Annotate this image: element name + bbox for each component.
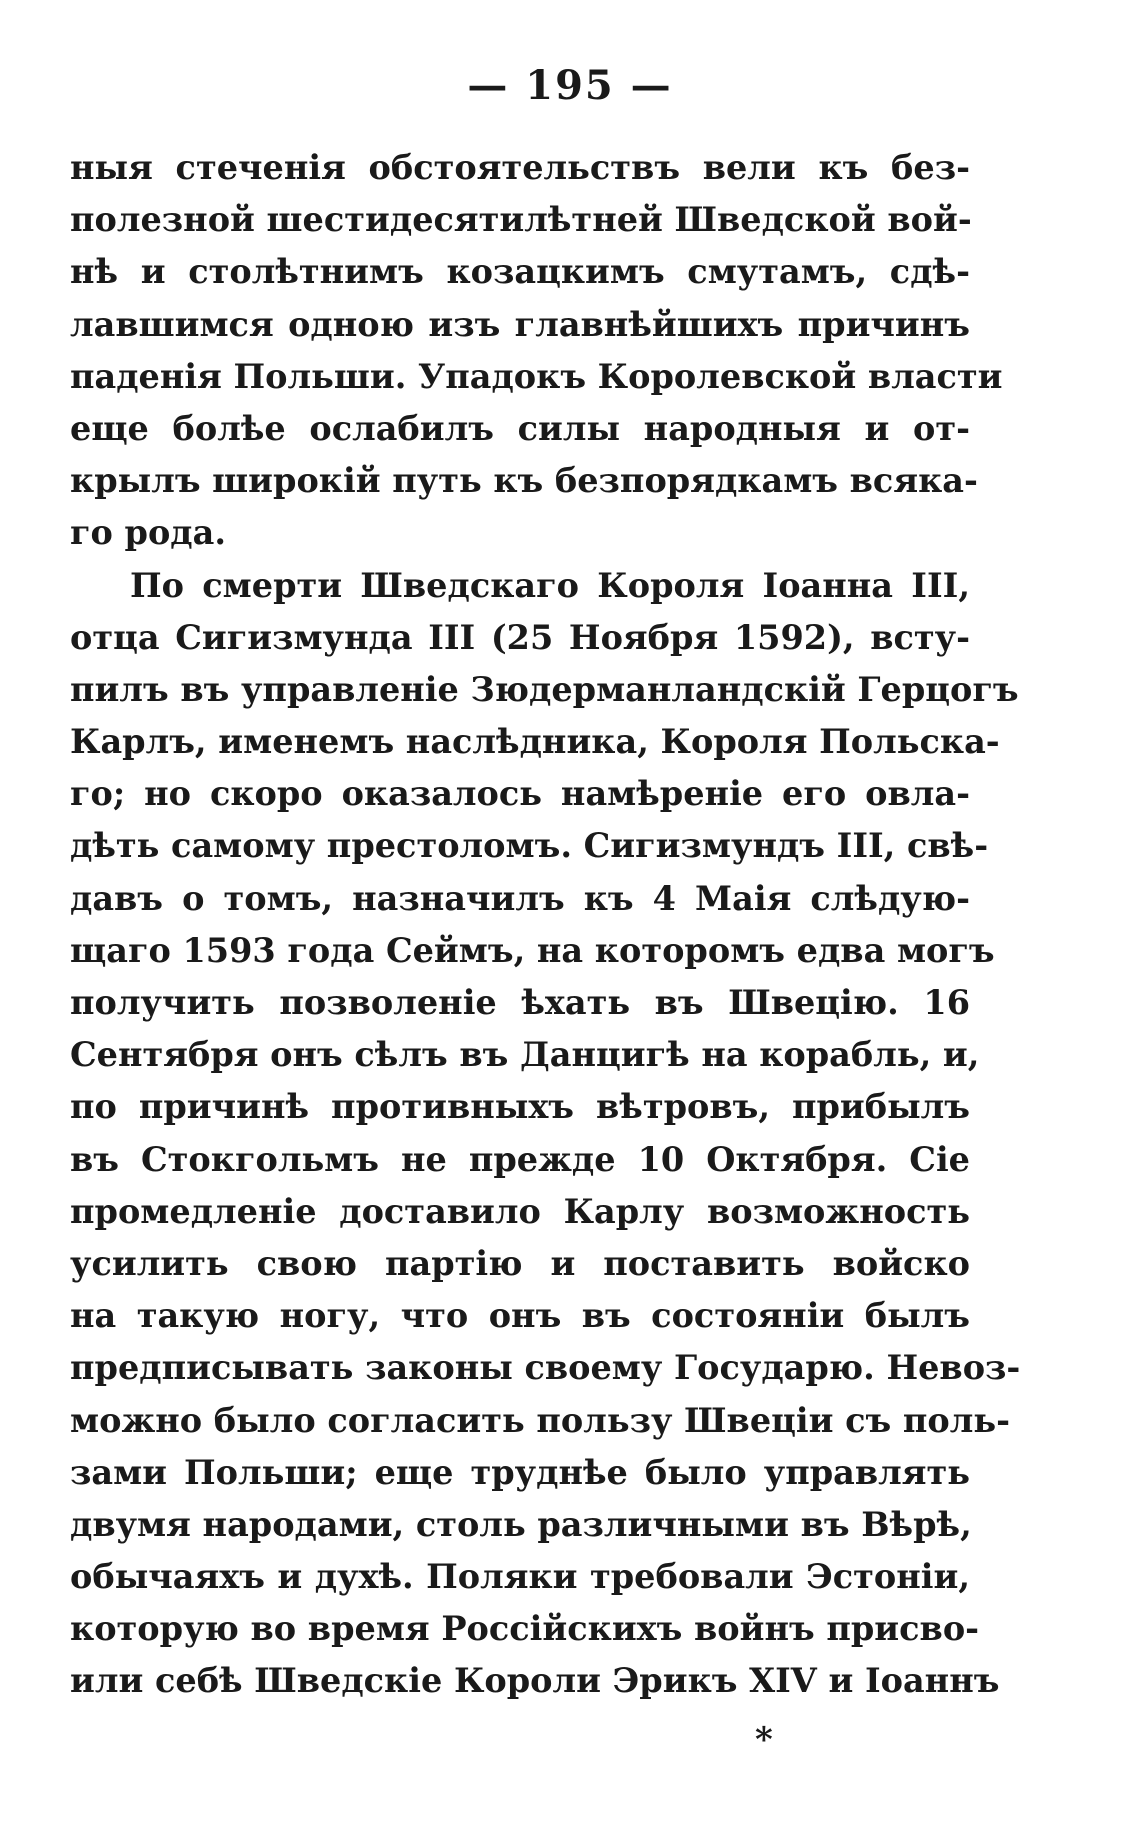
text-line-14: дѣть самому престоломъ. Сигизмундъ III, свѣ- — [70, 826, 989, 866]
text-line-5: паденія Польши. Упадокъ Королевской власти — [70, 356, 1003, 396]
text-line-26: зами Польши; еще труднѣе было управлять — [70, 1452, 970, 1492]
text-line-30: или себѣ Шведскіе Короли Эрикъ XIV и Іоаннъ — [70, 1661, 1000, 1701]
text-line-27: двумя народами, столь различными въ Вѣрѣ, — [70, 1504, 972, 1544]
text-line-2: полезной шестидесятилѣтней Шведской вой- — [70, 200, 972, 240]
text-line-6: еще болѣе ослабилъ силы народныя и от- — [70, 408, 970, 448]
text-line-19: по причинѣ противныхъ вѣтровъ, прибылъ — [70, 1087, 970, 1127]
text-line-9: По смерти Шведскаго Короля Іоанна III, — [130, 565, 970, 605]
text-line-8: го рода. — [70, 513, 227, 553]
text-line-13: го; но скоро оказалось намѣреніе его овла- — [70, 774, 970, 814]
text-line-12: Карлъ, именемъ наслѣдника, Короля Польска- — [70, 722, 1000, 762]
text-line-10: отца Сигизмунда III (25 Ноября 1592), всту- — [70, 617, 970, 657]
text-line-7: крылъ широкій путь къ безпорядкамъ всяка- — [70, 461, 978, 501]
text-line-18: Сентября онъ сѣлъ въ Данцигѣ на корабль, и, — [70, 1035, 980, 1075]
page-number: — 195 — — [467, 62, 673, 109]
text-line-21: промедленіе доставило Карлу возможность — [70, 1191, 970, 1231]
text-line-24: предписывать законы своему Государю. Невоз- — [70, 1348, 1021, 1388]
text-line-17: получить позволеніе ѣхать въ Швецію. 16 — [70, 983, 970, 1022]
text-line-15: давъ о томъ, назначилъ къ 4 Маія слѣдую- — [70, 878, 970, 918]
body-text — [70, 142, 1021, 1708]
text-line-4: лавшимся одною изъ главнѣйшихъ причинъ — [70, 304, 970, 344]
text-line-23: на такую ногу, что онъ въ состояніи былъ — [70, 1296, 970, 1336]
text-line-29: которую во время Россійскихъ войнъ присво- — [70, 1609, 980, 1649]
text-line-3: нѣ и столѣтнимъ козацкимъ смутамъ, сдѣ- — [70, 252, 970, 292]
text-line-20: въ Стокгольмъ не прежде 10 Октября. Сіе — [70, 1139, 970, 1179]
text-line-22: усилить свою партію и поставить войско — [70, 1243, 970, 1283]
text-line-1: ныя стеченія обстоятельствъ вели къ без- — [70, 148, 970, 187]
text-line-16: щаго 1593 года Сеймъ, на которомъ едва могъ — [70, 930, 995, 970]
text-line-11: пилъ въ управленіе Зюдерманландскій Герцогъ — [70, 669, 1019, 709]
signature-mark: * — [755, 1720, 773, 1760]
text-line-25: можно было согласить пользу Швеціи съ поль- — [70, 1400, 1010, 1440]
text-line-28: обычаяхъ и духѣ. Поляки требовали Эстоніи, — [70, 1557, 970, 1597]
